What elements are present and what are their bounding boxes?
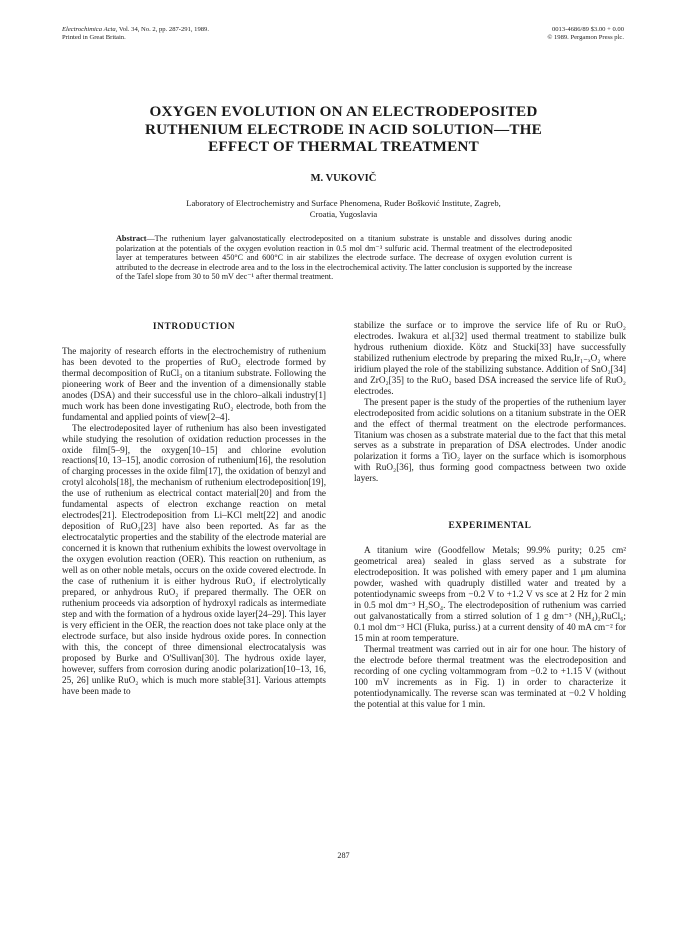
journal-citation: Electrochimica Acta, Vol. 34, No. 2, pp. 287-291, 1989. <box>62 26 210 33</box>
right-column <box>354 320 626 710</box>
intro-paragraph-2: The electrodeposited layer of ruthenium has also been investigated while studying the resolution of oxidation reduction processes in the oxide film[5–9], the oxygen[10–15] and chlorine evolution reactions[10, 13–15], anodic corrosion of ruthenium[16], the resolution of charging processes in the oxide film[17], the oxidation of benzyl and crotyl alcohols[18], the mechanism of ruthenium electrodeposition[19], the use of ruthenium as electrical contact material[20] and from the fundamental aspects of electron exchange reaction on metal electrodes[21]. Electrodeposition from Li–KCl melt[22] and anodic deposition of RuO₂[23] have also been reported. As far as the electrocatalytic properties and the stability of the electrode material are concerned it is known that ruthenium exhibits the lowest overvoltage in the oxygen evolution reaction (OER). This reaction on ruthenium, as well as on other noble metals, occurs on the oxide covered electrode. In the case of ruthenium it is either hydrous RuO₂ if electrolytically prepared, or anhydrous RuO₂ if prepared thermally. The OER on ruthenium proceeds via adsorption of hydroxyl radicals as intermediate step and with the formation of a hydrous oxide layer[24–29]. This layer is very efficient in the OER, the reaction does not take place only at the electrode surface, but also inside hydrous oxide pores. In connection with this, the concept of three dimensional electrocatalysis was proposed by Burke and O'Sullivan[30]. The hydrous oxide layer, however, suffers from corrosion during anodic polarization[10–13, 16, 25, 26] unlike RuO₂ which is much more stable[31]. Various attempts have been made to <box>62 422 326 696</box>
price-code: 0013-4686/89 $3.00 + 0.00 <box>551 26 624 33</box>
experimental-paragraph-1: A titanium wire (Goodfellow Metals; 99.9% purity; 0.25 cm² geometrical area) sealed in glass served as a substrate for electrodeposition. It was polished with emery paper and 1 μm alumina powder, washed with quadruply distilled water and treated by a potentiodynamic sweeps from −0.2 V to +1.2 V vs sce at 2 Hz for 2 min in 0.5 mol dm⁻³ H₂SO₄. The electrodeposition of ruthenium was carried out galvanostatically from a stirred solution of 1 g dm⁻³ (NH₄)₂RuCl₆; 0.1 mol dm⁻³ HCl (Fluka, puriss.) at a current density of 40 mA cm⁻² for 15 min at room temperature. <box>354 545 626 643</box>
affiliation-line-1: Laboratory of Electrochemistry and Surface Phenomena, Ruđer Bošković Institute, Zagreb, <box>186 198 501 208</box>
intro-paragraph-1: The majority of research efforts in the electrochemistry of ruthenium has been devoted to the properties of RuO₂ electrode formed by thermal decomposition of RuCl₃ on a titanium substrate. Following the pioneering work of Beer and the invention of a dimensionally stable anodes (DSA) and their successful use in the chloro–alkali industry[1] much work has been done investigating RuO₂ electrode, both from the fundamental and applied points of view[2–4]. <box>62 345 326 422</box>
printed-note: Printed in Great Britain. <box>62 34 126 41</box>
title-line-3: EFFECT OF THERMAL TREATMENT <box>208 138 479 155</box>
copyright: © 1989. Pergamon Press plc. <box>547 34 624 41</box>
running-header-right <box>520 26 624 42</box>
running-header-left <box>62 26 209 42</box>
title-line-1: OXYGEN EVOLUTION ON AN ELECTRODEPOSITED <box>149 103 538 120</box>
page-number: 287 <box>337 851 350 860</box>
author: M. VUKOVIČ <box>310 173 377 184</box>
intro-paragraph-4: The present paper is the study of the properties of the ruthenium layer electrodeposited from acidic solutions on a titanium substrate in the OER and the effect of thermal treatment on the electrode performances. Titanium was chosen as a substrate material due to the fact that this metal serves as a substrate in preparation of DSA electrodes. Under anodic polarization it forms a TiO₂ layer on the surface which is isomorphous with RuO₂[36], thus forming good compactness between two oxide layers. <box>354 396 626 484</box>
affiliation-line-2: Croatia, Yugoslavia <box>309 209 378 220</box>
abstract-text: —The ruthenium layer galvanostatically electrodeposited on a titanium substrate is unstable and dissolves during anodic polarization at the potentials of the oxygen evolution reaction in 0.5 mol dm⁻³ sulfuric acid. Thermal treatment of the electrodeposited layer at temperatures between 450°C and 600°C in air stabilizes the electrode surface. The decrease of oxygen evolution current is attributed to the decrease in electrode area and to the loss in the electrochemical activity. The latter conclusion is supported by the increase of the Tafel slope from 30 to 50 mV dec⁻¹ after thermal treatment. <box>116 234 572 282</box>
paper-title <box>62 103 625 156</box>
affiliation <box>62 198 625 220</box>
abstract <box>116 234 572 282</box>
abstract-label: Abstract <box>116 234 147 243</box>
title-line-2: RUTHENIUM ELECTRODE IN ACID SOLUTION—THE <box>144 120 543 138</box>
left-column <box>62 320 326 696</box>
introduction-heading: INTRODUCTION <box>152 322 236 332</box>
intro-paragraph-3: stabilize the surface or to improve the service life of Ru or RuO₂ electrodes. Iwakura et al.[32] used thermal treatment to stabilize bulk hydrous ruthenium dioxide. Kötz and Stucki[33] have successfully stabilized ruthenium electrode by preparing the mixed RuₓIr₁₋ₓO₂ where iridium played the role of the stabilizing substance. Addition of SnO₂[34] and ZrO₂[35] to the RuO₂ based DSA increased the service life of RuO₂ electrodes. <box>354 320 626 396</box>
experimental-paragraph-2: Thermal treatment was carried out in air for one hour. The history of the electrode before thermal treatment was the electrodeposition and recording of one cycling voltammogram from −0.2 to +1.15 V (without 100 mV increments as in Fig. 1) in order to characterize it potentiodynamically. The reverse scan was terminated at −0.2 V holding the potential at this value for 1 min. <box>354 643 626 709</box>
experimental-heading: EXPERIMENTAL <box>448 521 532 532</box>
